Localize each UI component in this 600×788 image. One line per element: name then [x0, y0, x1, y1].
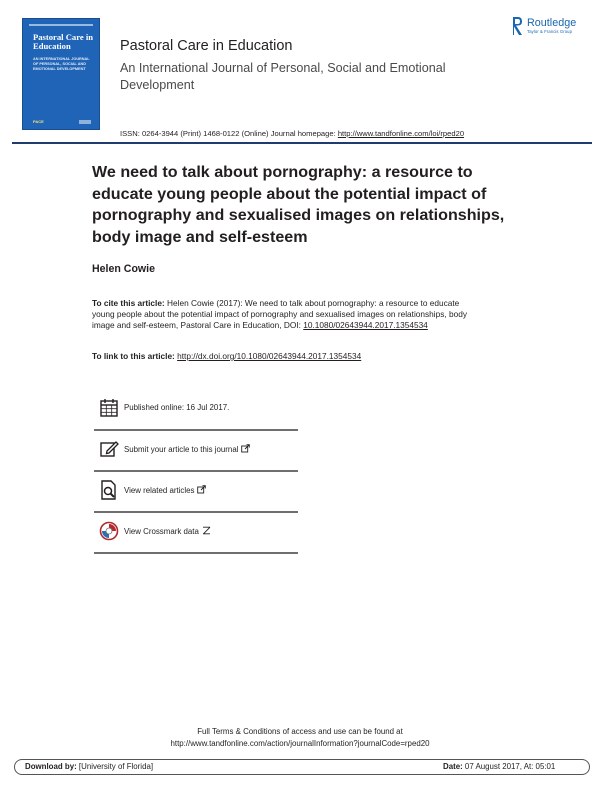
citation-label: To cite this article: [92, 298, 167, 308]
crossmark-text: View Crossmark data [124, 527, 199, 536]
downloaded-by-label: Download by: [25, 762, 77, 771]
article-link-line [92, 351, 361, 361]
journal-title: Pastoral Care in Education [120, 38, 293, 54]
external-link-icon [197, 485, 206, 494]
citation-doi-link[interactable]: 10.1080/02643944.2017.1354534 [303, 320, 428, 331]
related-articles-label [124, 485, 206, 495]
related-articles-text: View related articles [124, 486, 195, 495]
issn-text: ISSN: 0264-3944 (Print) 1468-0122 (Online) Journal homepage: [120, 129, 338, 138]
cover-subtitle: AN INTERNATIONAL JOURNAL OF PERSONAL, SOCIAL AND EMOTIONAL DEVELOPMENT [33, 57, 90, 71]
submit-article-text: Submit your article to this journal [124, 445, 239, 454]
external-link-icon [241, 444, 250, 453]
article-link-label: To link to this article: [92, 351, 178, 361]
publisher-name: Routledge [527, 17, 577, 29]
action-divider [94, 470, 298, 472]
cover-footer: PACE [33, 119, 44, 124]
issn-line [120, 129, 464, 138]
published-online-row [94, 394, 298, 429]
cover-top-bar [29, 24, 93, 26]
submit-article-link[interactable] [94, 435, 298, 470]
submit-article-label [124, 444, 250, 454]
journal-homepage-link[interactable]: http://www.tandfonline.com/loi/rped20 [337, 129, 465, 138]
header-divider [12, 142, 592, 144]
routledge-r-icon [512, 16, 523, 36]
published-online-text: Published online: 16 Jul 2017. [124, 403, 230, 412]
download-date-label: Date: [443, 762, 463, 771]
publisher-tagline: Taylor & Francis Group [527, 29, 573, 34]
terms-url[interactable]: http://www.tandfonline.com/action/journalInformation?journalCode=rped20 [170, 739, 430, 748]
crossmark-icon [99, 521, 119, 541]
download-date-value: 07 August 2017, At: 05:01 [462, 762, 556, 771]
journal-cover [22, 18, 100, 130]
article-title: We need to talk about pornography: a resource to educate young people about the potential impact of pornography and sexualised images on relationships, body image and self-esteem [92, 163, 505, 246]
crossmark-link[interactable] [94, 517, 298, 552]
article-doi-link[interactable]: http://dx.doi.org/10.1080/02643944.2017.1354534 [177, 351, 362, 361]
terms-line: Full Terms & Conditions of access and use can be found at [197, 727, 403, 736]
downloaded-by [25, 762, 153, 771]
action-divider [94, 511, 298, 513]
document-search-icon [99, 480, 119, 500]
crossmark-arrow-icon [202, 526, 211, 535]
download-info-bar [14, 759, 590, 775]
article-author: Helen Cowie [92, 263, 155, 275]
download-date [443, 762, 555, 771]
terms-notice [0, 726, 600, 750]
crossmark-label [124, 526, 211, 536]
edit-pencil-icon [99, 439, 119, 459]
related-articles-link[interactable] [94, 476, 298, 511]
article-actions [94, 394, 298, 558]
calendar-icon [99, 398, 119, 418]
cover-publisher-mark [79, 120, 91, 124]
publisher-logo[interactable] [512, 16, 592, 38]
citation-text: Helen Cowie (2017): We need to talk about pornography: a resource to educate young people about the potential impact of pornography and sexualised images on relationships, body image and self-esteem, Pastoral Care in Education, DOI: [92, 298, 467, 331]
citation [92, 298, 474, 331]
journal-subtitle: An International Journal of Personal, Social and Emotional Development [120, 61, 446, 92]
downloaded-by-value: [University of Florida] [76, 762, 154, 771]
action-divider [94, 552, 298, 554]
action-divider [94, 429, 298, 431]
cover-title: Pastoral Care in Education [33, 32, 93, 51]
